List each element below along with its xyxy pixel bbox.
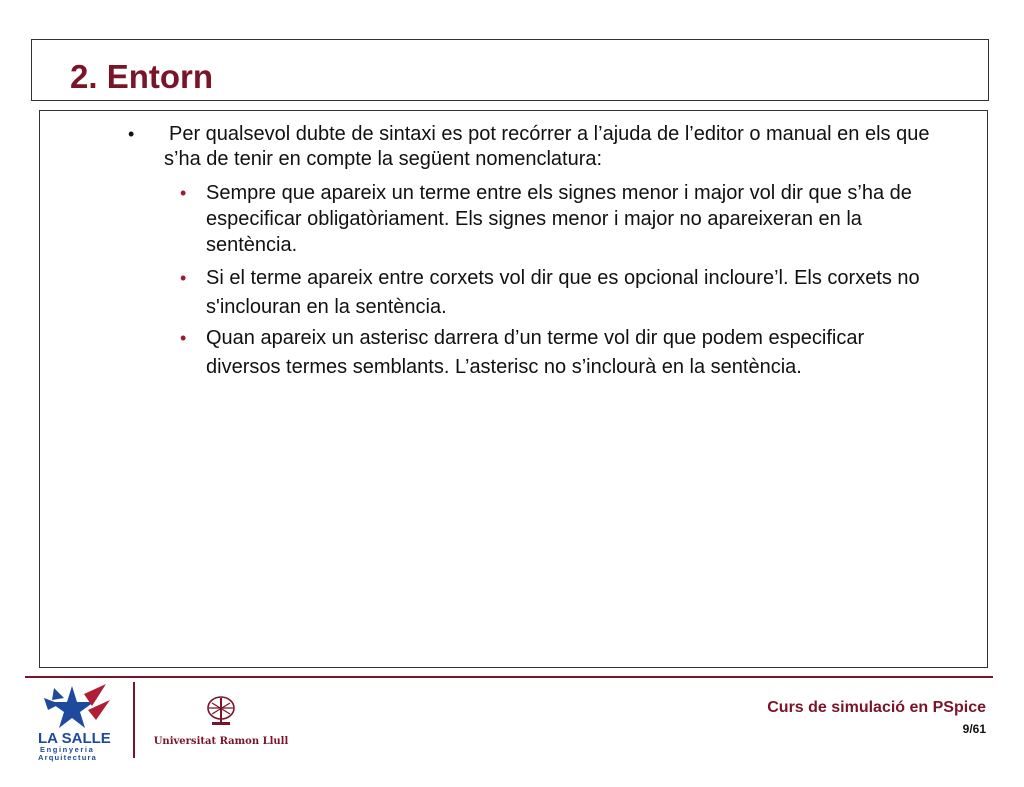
lasalle-logo: [34, 680, 126, 762]
sub-bullet-text: Si el terme apareix entre corxets vol dir que es opcional incloure’l. Els corxets no s'inclouran en la sentència.: [206, 267, 920, 318]
star-logo-icon: [44, 684, 110, 728]
bullet-dot-icon: •: [180, 183, 187, 203]
tree-logo-icon: [208, 697, 234, 725]
bullet-dot-icon: •: [128, 124, 135, 144]
bullet-dot-icon: •: [180, 268, 187, 288]
intro-text: Per qualsevol dubte de sintaxi es pot recórrer a l’ajuda de l’editor o manual en els que s’ha de tenir en compte la següent nomenclatura:: [164, 123, 930, 170]
sub-bullet-text: Quan apareix un asterisc darrera d’un terme vol dir que podem especificar diversos termes semblants. L’asterisc no s’inclourà en la sentència.: [206, 327, 865, 378]
sub-bullet-2: [180, 264, 940, 322]
bullet-dot-icon: •: [180, 328, 187, 348]
title-box: [31, 39, 989, 101]
sub-bullet-1: [180, 180, 940, 258]
svg-text:Arquitectura: Arquitectura: [38, 753, 97, 762]
page-number: 9/61: [962, 722, 986, 736]
sub-bullet-text: Sempre que apareix un terme entre els signes menor i major vol dir que s’ha de especificar obligatòriament. Els signes menor i major no apareixeran en la sentència.: [206, 182, 912, 256]
svg-text:LA SALLE: LA SALLE: [38, 730, 111, 747]
slide-title: 2. Entorn: [70, 58, 214, 95]
footer-divider: [25, 676, 993, 678]
sub-bullet-3: [180, 324, 940, 382]
svg-text:Enginyeria: Enginyeria: [40, 745, 95, 754]
ramon-llull-name: Universitat Ramon Llull: [153, 736, 289, 747]
intro-bullet: [120, 122, 940, 172]
course-title: Curs de simulació en PSpice: [767, 699, 986, 716]
logo-separator: [133, 682, 135, 758]
